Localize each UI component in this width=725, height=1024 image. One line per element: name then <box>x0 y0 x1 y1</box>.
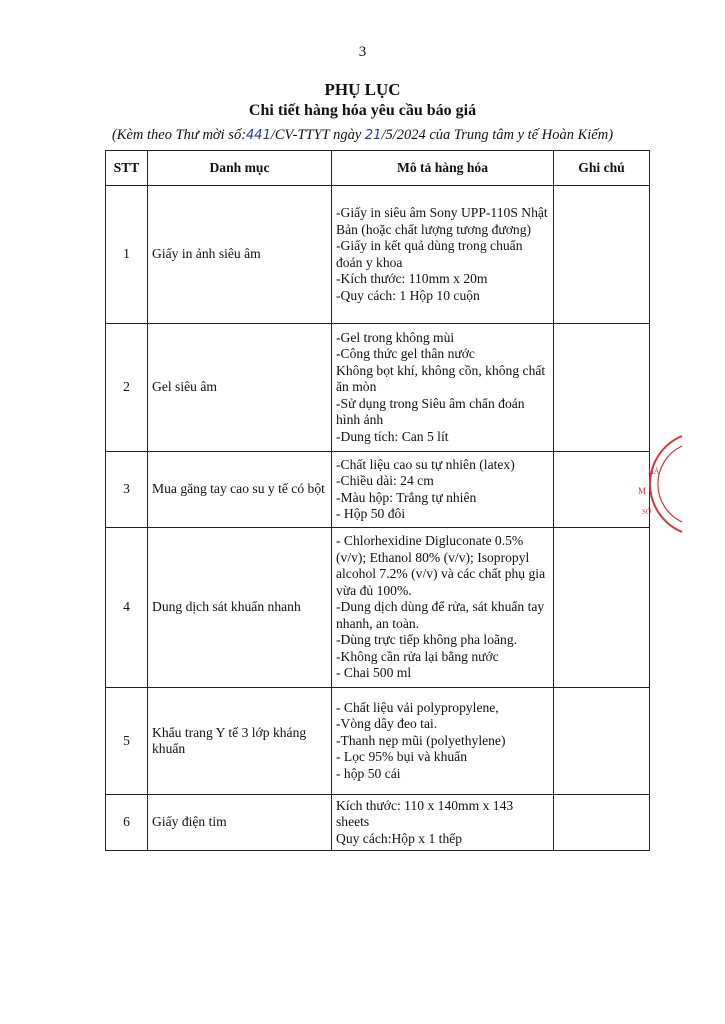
stamp-text-ha: HÀ <box>648 467 660 476</box>
description-line: -Sử dụng trong Siêu âm chẩn đoán hình ảnh <box>336 395 525 428</box>
column-header-category: Danh mục <box>148 151 332 186</box>
row-note <box>554 186 650 324</box>
ref-prefix: (Kèm theo Thư mời số: <box>111 127 247 143</box>
document-title: PHỤ LỤC <box>324 80 401 99</box>
table-row <box>106 324 650 452</box>
description-line: -Dùng trực tiếp không pha loãng. <box>336 632 518 648</box>
description-line: Không bọt khí, không cồn, không chất ăn mòn <box>336 362 546 395</box>
quotation-table <box>105 150 650 851</box>
column-header-stt: STT <box>106 151 148 186</box>
partial-red-stamp <box>620 434 684 534</box>
column-header-notes: Ghi chú <box>554 151 650 186</box>
description-line: - Chlorhexidine Digluconate 0.5% (v/v); Ethanol 80% (v/v); Isopropyl alcohol 7.2% (v/v) và các chất phụ gia vừa đủ 100%. <box>336 533 546 598</box>
description-line: -Chất liệu cao su tự nhiên (latex) <box>336 456 515 472</box>
description-line: -Thanh nẹp mũi (polyethylene) <box>336 732 506 748</box>
description-line: -Dung dịch dùng để rửa, sát khuẩn tay nhanh, an toàn. <box>336 599 545 631</box>
row-description <box>332 324 554 452</box>
table-header-row <box>106 151 650 186</box>
row-category: Gel siêu âm <box>148 324 332 452</box>
table-row <box>106 528 650 688</box>
column-header-description: Mô tả hàng hóa <box>332 151 554 186</box>
description-line: -Giấy in siêu âm Sony UPP-110S Nhật Bản (hoặc chất lượng tương đương) <box>336 205 548 237</box>
row-stt: 6 <box>106 795 148 851</box>
description-line: -Giấy in kết quả dùng trong chuẩn đoán y khoa <box>336 238 523 270</box>
description-line: - Chai 500 ml <box>336 665 412 681</box>
ref-day-handwritten: 21 <box>364 128 382 143</box>
row-category: Giấy in ảnh siêu âm <box>148 186 332 324</box>
row-stt: 3 <box>106 452 148 528</box>
row-description <box>332 528 554 688</box>
table-row <box>106 688 650 795</box>
description-line: -Gel trong không mùi <box>336 329 455 345</box>
page-number: 3 <box>358 44 367 60</box>
row-stt: 1 <box>106 186 148 324</box>
description-line: -Quy cách: 1 Hộp 10 cuộn <box>336 287 480 303</box>
description-line: -Chiều dài: 24 cm <box>336 473 434 488</box>
table-row <box>106 186 650 324</box>
row-note <box>554 528 650 688</box>
stamp-text-m: M <box>638 486 647 496</box>
description-line: -Vòng dây đeo tai. <box>336 716 438 732</box>
stamp-outer-ring <box>650 436 682 532</box>
row-description <box>332 452 554 528</box>
description-line: -Không cần rửa lại bằng nước <box>336 648 499 664</box>
row-category: Dung dịch sát khuẩn nhanh <box>148 528 332 688</box>
row-note <box>554 688 650 795</box>
row-description <box>332 795 554 851</box>
row-description <box>332 186 554 324</box>
row-note <box>554 795 650 851</box>
row-category: Mua găng tay cao su y tế có bột <box>148 452 332 528</box>
description-line: - Hộp 50 đôi <box>336 506 406 521</box>
description-line: -Dung tích: Can 5 lít <box>336 428 449 444</box>
description-line: Quy cách:Hộp x 1 thếp <box>336 830 463 846</box>
description-line: - Lọc 95% bụi và khuẩn <box>336 749 467 765</box>
row-category: Giấy điện tim <box>148 795 332 851</box>
row-description <box>332 688 554 795</box>
row-stt: 2 <box>106 324 148 452</box>
description-line: - hộp 50 cái <box>336 765 401 781</box>
table-row <box>106 795 650 851</box>
description-line: Kích thước: 110 x 140mm x 143 sheets <box>336 797 514 830</box>
table-row <box>106 452 650 528</box>
document-subtitle: Chi tiết hàng hóa yêu cầu báo giá <box>248 102 477 119</box>
description-line: -Màu hộp: Trắng tự nhiên <box>336 489 477 505</box>
ref-suffix: /5/2024 của Trung tâm y tế Hoàn Kiếm) <box>381 127 614 143</box>
ref-number-handwritten: 441 <box>246 128 271 143</box>
description-line: -Kích thước: 110mm x 20m <box>336 271 488 286</box>
stamp-text-so: SỞ <box>642 508 651 516</box>
description-line: -Công thức gel thân nước <box>336 346 475 362</box>
row-category: Khẩu trang Y tế 3 lớp kháng khuẩn <box>148 688 332 795</box>
row-note <box>554 324 650 452</box>
ref-middle: /CV-TTYT ngày <box>270 127 365 143</box>
stamp-inner-ring <box>658 446 682 522</box>
description-line: - Chất liệu vải polypropylene, <box>336 699 499 715</box>
reference-line <box>0 127 725 144</box>
row-stt: 4 <box>106 528 148 688</box>
row-stt: 5 <box>106 688 148 795</box>
